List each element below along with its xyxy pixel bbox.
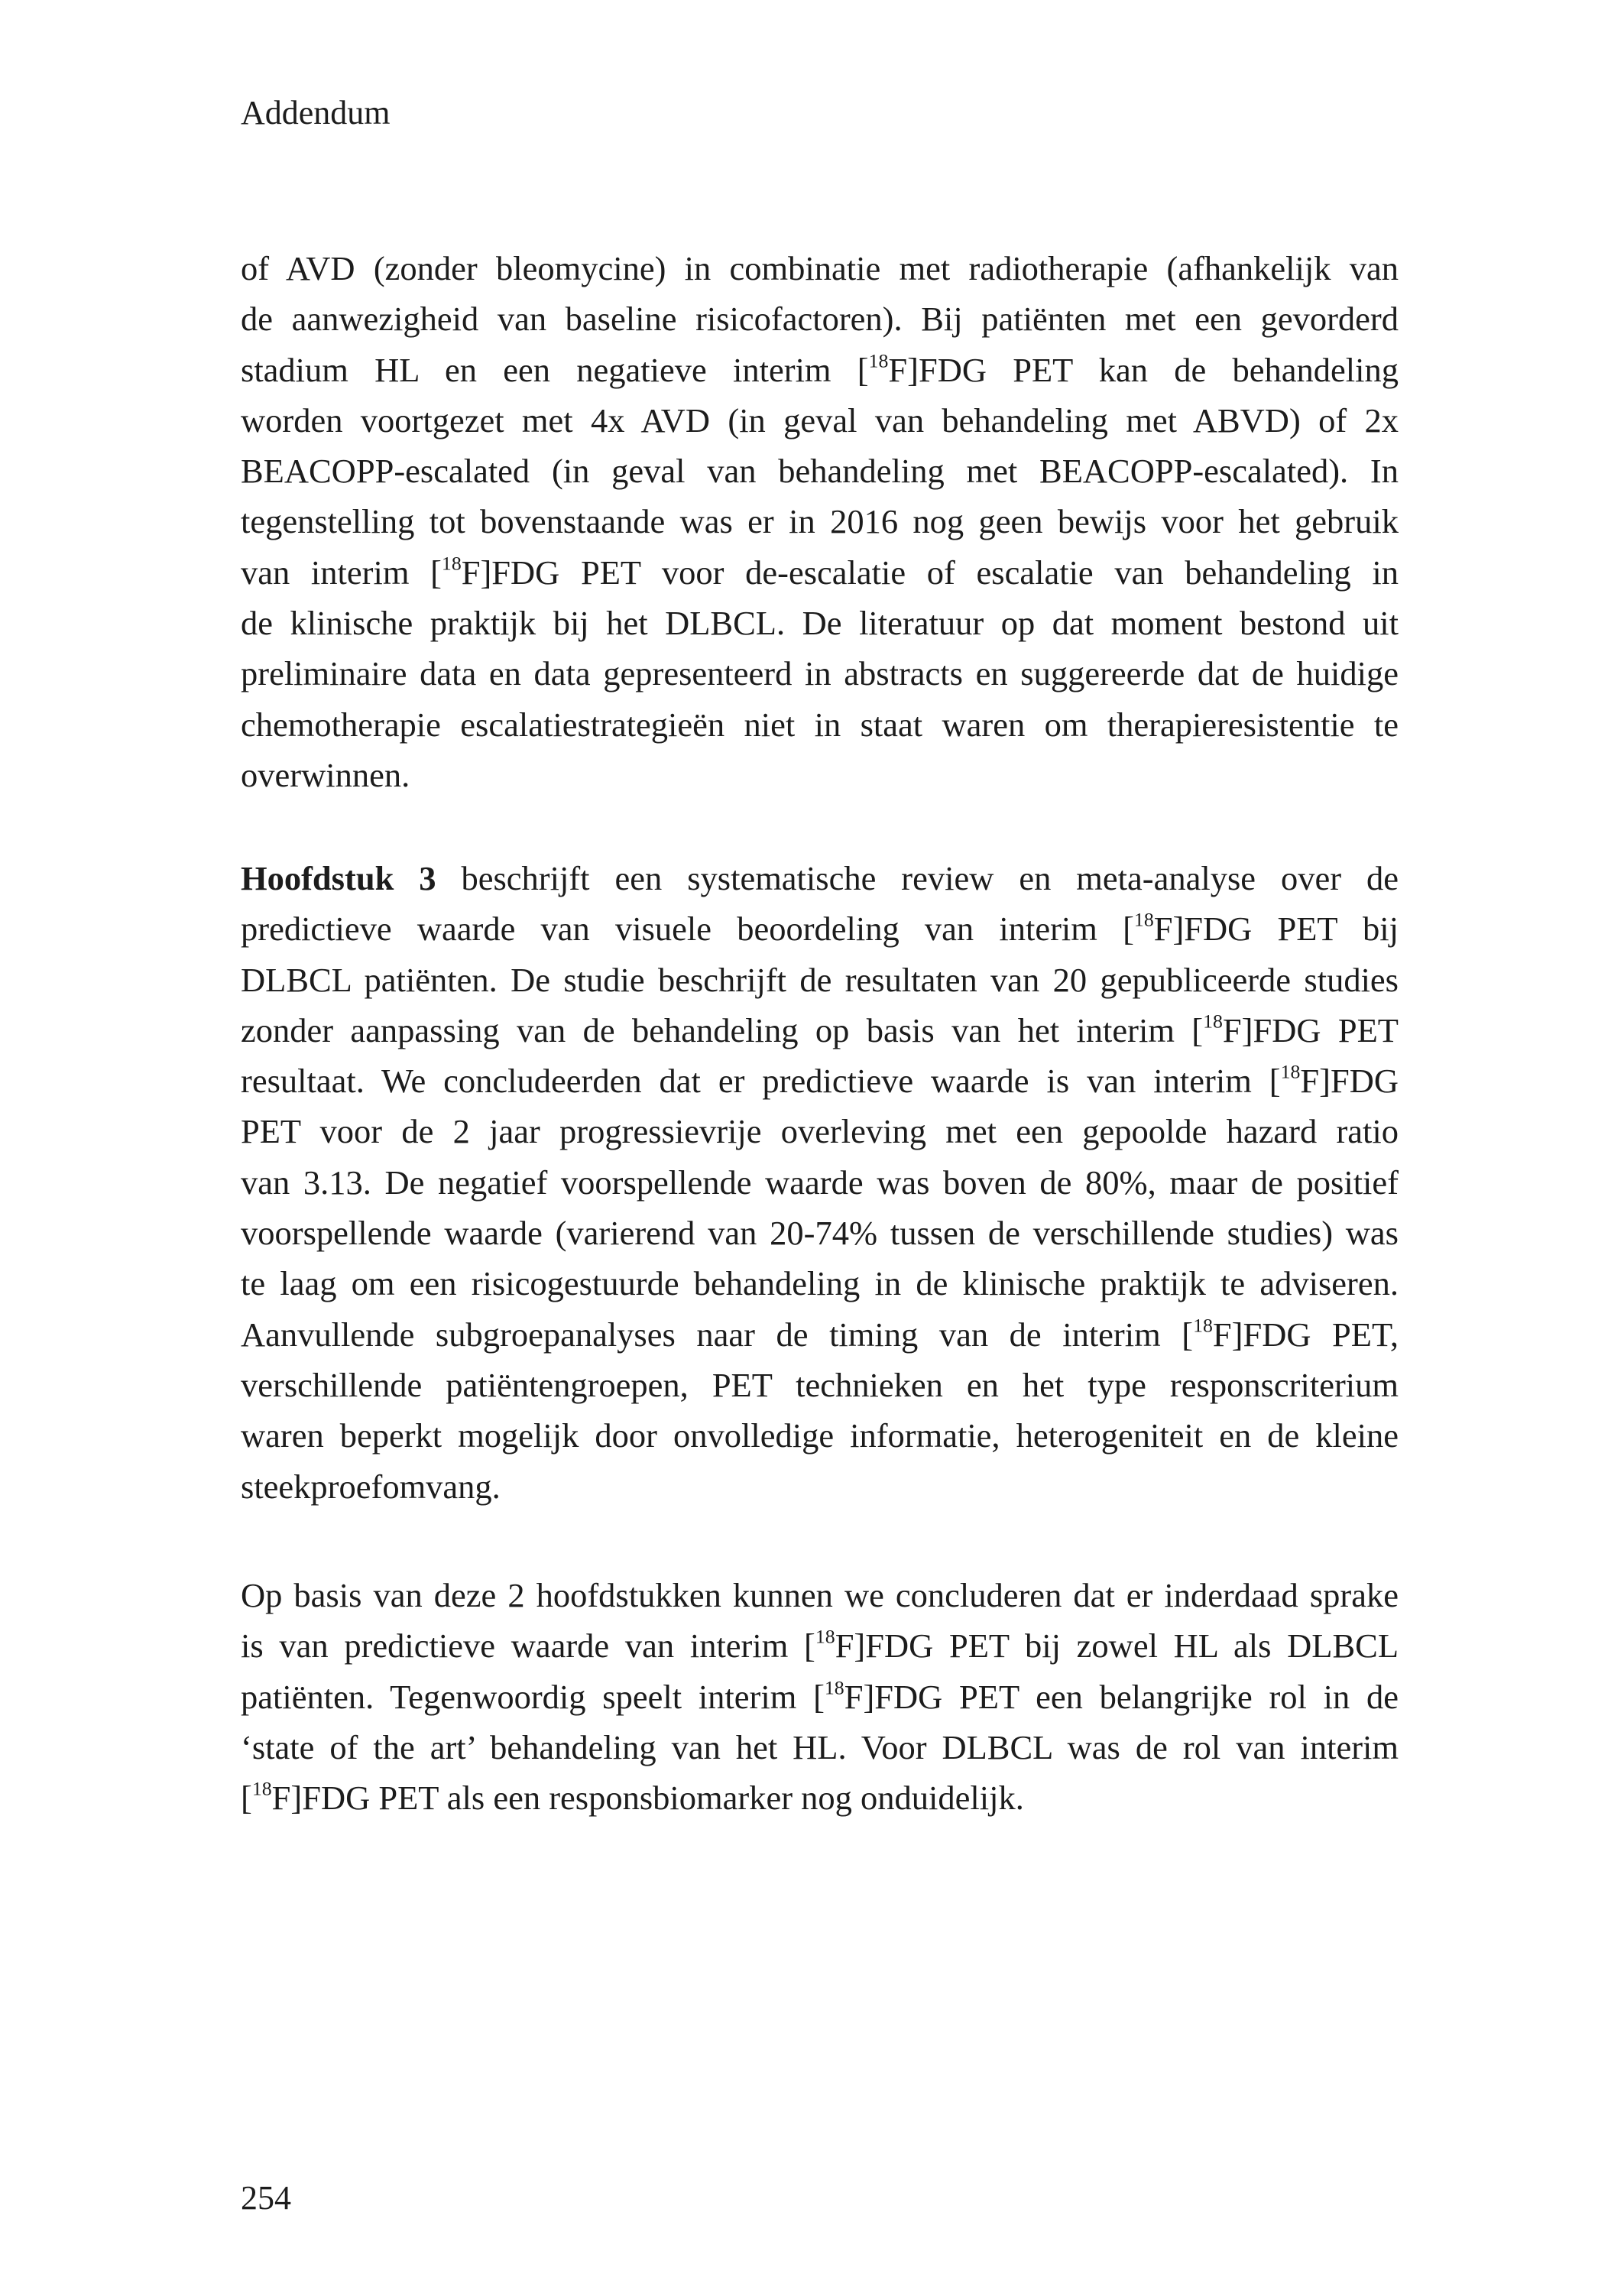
- text-line: chemotherapie escalatiestrategieën niet in staat waren om therapieresistentie te: [241, 705, 1399, 744]
- text-line: patiënten. Tegenwoordig speelt interim [$^{18}$F]FDG PET een belangrijke rol in de: [241, 1676, 1399, 1716]
- text-line: de klinische praktijk bij het DLBCL. De literatuur op dat moment bestond uit: [241, 604, 1399, 643]
- text-line: worden voortgezet met 4x AVD (in geval van behandeling met ABVD) of 2x: [241, 401, 1399, 439]
- text-line: is van predictieve waarde van interim [$^{18}$F]FDG PET bij zowel HL als DLBCL: [241, 1625, 1399, 1665]
- isotope-superscript: 18: [824, 1676, 844, 1699]
- isotope-superscript: 18: [251, 1777, 272, 1800]
- isotope-superscript: 18: [1133, 908, 1154, 931]
- text-line: resultaat. We concludeerden dat er predictieve waarde is van interim [$^{18}$F]FDG: [241, 1060, 1399, 1101]
- text-line: stadium HL en een negatieve interim [$^{18}$F]FDG PET kan de behandeling: [241, 349, 1399, 389]
- text-line: van 3.13. De negatief voorspellende waarde was boven de 80%, maar de positief: [241, 1163, 1399, 1202]
- text-line: [$^{18}$F]FDG PET als een responsbiomarker nog onduidelijk.: [241, 1777, 1024, 1818]
- text-line: de aanwezigheid van baseline risicofactoren). Bij patiënten met een gevorderd: [241, 300, 1399, 339]
- isotope-superscript: 18: [441, 552, 462, 575]
- running-header: Addendum: [241, 94, 391, 131]
- text-line: Hoofdstuk 3 beschrijft een systematische review en meta-analyse over de: [241, 859, 1399, 897]
- text-line: tegenstelling tot bovenstaande was er in 2016 nog geen bewijs voor het gebruik: [241, 502, 1399, 541]
- text-line: of AVD (zonder bleomycine) in combinatie met radiotherapie (afhankelijk van: [241, 249, 1399, 287]
- isotope-superscript: 18: [815, 1625, 835, 1648]
- chapter-reference: Hoofdstuk 3: [241, 859, 436, 897]
- text-line: BEACOPP-escalated (in geval van behandeling met BEACOPP-escalated). In: [241, 452, 1399, 491]
- text-line: DLBCL patiënten. De studie beschrijft de resultaten van 20 gepubliceerde studies: [241, 960, 1399, 999]
- paragraph-1: [241, 243, 1399, 800]
- text-line: predictieve waarde van visuele beoordeling van interim [$^{18}$F]FDG PET bij: [241, 908, 1399, 949]
- page-number: 254: [241, 2179, 291, 2217]
- isotope-superscript: 18: [1193, 1314, 1213, 1337]
- text-line: van interim [$^{18}$F]FDG PET voor de-escalatie of escalatie van behandeling in: [241, 552, 1399, 592]
- paragraph-2: [241, 853, 1399, 1512]
- text-line: waren beperkt mogelijk door onvolledige informatie, heterogeniteit en de kleine: [241, 1416, 1399, 1455]
- text-line: Aanvullende subgroepanalyses naar de timing van de interim [$^{18}$F]FDG PET,: [241, 1314, 1399, 1354]
- text-line: te laag om een risicogestuurde behandeling in de klinische praktijk te adviseren.: [241, 1264, 1399, 1303]
- isotope-superscript: 18: [1280, 1060, 1301, 1083]
- text-line: ‘state of the art’ behandeling van het HL. Voor DLBCL was de rol van interim: [241, 1727, 1399, 1766]
- text-line: preliminaire data en data gepresenteerd in abstracts en suggereerde dat de huidige: [241, 654, 1399, 693]
- isotope-superscript: 18: [868, 349, 889, 372]
- isotope-superscript: 18: [1203, 1010, 1223, 1033]
- text-line: voorspellende waarde (varierend van 20-74% tussen de verschillende studies) was: [241, 1214, 1399, 1253]
- text-line: zonder aanpassing van de behandeling op basis van het interim [$^{18}$F]FDG PET: [241, 1010, 1399, 1049]
- text-line: Op basis van deze 2 hoofdstukken kunnen we concluderen dat er inderdaad sprake: [241, 1576, 1399, 1614]
- text-line: steekproefomvang.: [241, 1467, 501, 1506]
- text-line: PET voor de 2 jaar progressievrije overleving met een gepoolde hazard ratio: [241, 1112, 1399, 1151]
- text-line: overwinnen.: [241, 755, 410, 794]
- text-line: verschillende patiëntengroepen, PET technieken en het type responscriterium: [241, 1365, 1399, 1404]
- paragraph-3: [241, 1570, 1399, 1823]
